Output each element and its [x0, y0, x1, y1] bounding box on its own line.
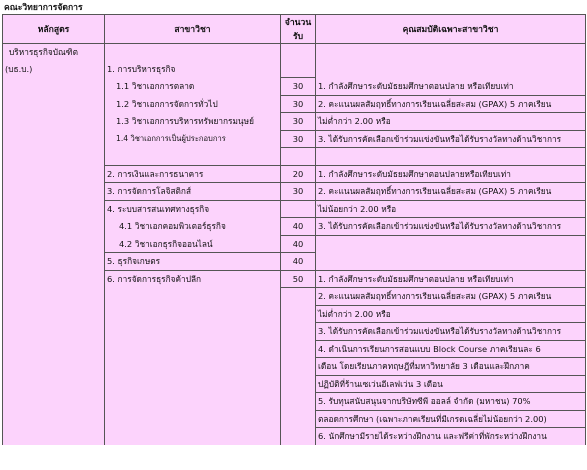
- table-row: [3, 410, 586, 428]
- table-row: [3, 235, 586, 253]
- table-row: [3, 113, 586, 131]
- major-label: 1. การบริหารธุรกิจ: [105, 61, 281, 78]
- table-row: [3, 148, 586, 166]
- major-label: 5. ธุรกิจเกษตร: [105, 253, 281, 271]
- table-row: [3, 253, 586, 271]
- qualification-text: 3. ได้รับการคัดเลือกเข้าร่วมแข่งขันหรือได้รับรางวัลทางด้านวิชาการ: [316, 218, 586, 236]
- admission-table: [2, 14, 586, 445]
- major-label: 4. ระบบสารสนเทศทางธุรกิจ: [105, 200, 281, 218]
- major-label: 4.1 วิชาเอกคอมพิวเตอร์ธุรกิจ: [105, 218, 281, 236]
- table-row: [3, 61, 586, 78]
- qualification-text: 5. รับทุนสนับสนุนจากบริษัทซีพี ออลล์ จำกัด (มหาชน) 70%: [316, 393, 586, 411]
- qualification-text: เดือน โดยเรียนภาคทฤษฎีที่มหาวิทยาลัย 3 เดือนและฝึกภาค: [316, 358, 586, 376]
- qualification-text: ปฏิบัติที่ร้านเซเว่นอีเลฟเว่น 3 เดือน: [316, 375, 586, 393]
- header-quota: จำนวนรับ: [281, 15, 316, 44]
- qualification-text: ไม่ต่ำกว่า 2.00 หรือ: [316, 305, 586, 323]
- table-row: [3, 288, 586, 306]
- table-row: [3, 218, 586, 236]
- major-label: 1.1 วิชาเอกการตลาด: [105, 78, 281, 96]
- qualification-text: 6. นักศึกษามีรายได้ระหว่างฝึกงาน และฟรีค่าที่พักระหว่างฝึกงาน: [316, 428, 586, 445]
- qualification-text: 3. ได้รับการคัดเลือกเข้าร่วมแข่งขันหรือได้รับรางวัลทางด้านวิชาการ: [316, 130, 586, 148]
- major-label: 1.3 วิชาเอกการบริหารทรัพยากรมนุษย์: [105, 113, 281, 131]
- program-name: บริหารธุรกิจบัณฑิต: [3, 44, 105, 61]
- qualification-text: 1. กำลังศึกษาระดับมัธยมศึกษาตอนปลาย หรือเทียบเท่า: [316, 78, 586, 96]
- major-label: 1.4 วิชาเอกการเป็นผู้ประกอบการ: [105, 130, 281, 148]
- quota-value: 30: [281, 78, 316, 96]
- major-label: 3. การจัดการโลจิสติกส์: [105, 183, 281, 201]
- qualification-text: 4. ดำเนินการเรียนการสอนแบบ Block Course ภาคเรียนละ 6: [316, 340, 586, 358]
- table-row: [3, 358, 586, 376]
- table-row: [3, 165, 586, 183]
- qualification-text: 1. กำลังศึกษาระดับมัธยมศึกษาตอนปลายหรือเทียบเท่า: [316, 165, 586, 183]
- table-row: [3, 393, 586, 411]
- qualification-text: ไม่ต่ำกว่า 2.00 หรือ: [316, 113, 586, 131]
- major-label: 1.2 วิชาเอกการจัดการทั่วไป: [105, 95, 281, 113]
- header-program: หลักสูตร: [3, 15, 105, 44]
- qualification-text: ตลอดการศึกษา (เฉพาะภาคเรียนที่มีเกรดเฉลี่ยไม่น้อยกว่า 2.00): [316, 410, 586, 428]
- table-row: [3, 305, 586, 323]
- qualification-text: 2. คะแนนผลสัมฤทธิ์ทางการเรียนเฉลี่ยสะสม (GPAX) 5 ภาคเรียน: [316, 95, 586, 113]
- quota-value: 30: [281, 113, 316, 131]
- quota-value: 40: [281, 235, 316, 253]
- quota-value: 40: [281, 218, 316, 236]
- quota-value: 50: [281, 270, 316, 288]
- qualification-text: 1. กำลังศึกษาระดับมัธยมศึกษาตอนปลาย หรือเทียบเท่า: [316, 270, 586, 288]
- quota-value: 20: [281, 165, 316, 183]
- header-qualification: คุณสมบัติเฉพาะสาขาวิชา: [316, 15, 586, 44]
- table-header-row: [3, 15, 586, 44]
- table-row: [3, 95, 586, 113]
- table-row: [3, 270, 586, 288]
- qualification-text: ไม่น้อยกว่า 2.00 หรือ: [316, 200, 586, 218]
- major-label: 2. การเงินและการธนาคาร: [105, 165, 281, 183]
- table-row: [3, 44, 586, 61]
- table-row: [3, 183, 586, 201]
- table-row: [3, 200, 586, 218]
- qualification-text: 2. คะแนนผลสัมฤทธิ์ทางการเรียนเฉลี่ยสะสม (GPAX) 5 ภาคเรียน: [316, 288, 586, 306]
- quota-value: 40: [281, 253, 316, 271]
- header-major: สาขาวิชา: [105, 15, 281, 44]
- major-label: 4.2 วิชาเอกธุรกิจออนไลน์: [105, 235, 281, 253]
- major-label: 6. การจัดการธุรกิจค้าปลีก: [105, 270, 281, 288]
- table-row: [3, 428, 586, 445]
- table-row: [3, 130, 586, 148]
- qualification-text: 2. คะแนนผลสัมฤทธิ์ทางการเรียนเฉลี่ยสะสม (GPAX) 5 ภาคเรียน: [316, 183, 586, 201]
- faculty-title: คณะวิทยาการจัดการ: [4, 3, 83, 13]
- qualification-text: 3. ได้รับการคัดเลือกเข้าร่วมแข่งขันหรือได้รับรางวัลทางด้านวิชาการ: [316, 323, 586, 341]
- table-row: [3, 78, 586, 96]
- quota-value: 30: [281, 130, 316, 148]
- table-row: [3, 323, 586, 341]
- program-abbr: (บธ.บ.): [3, 61, 105, 78]
- table-row: [3, 375, 586, 393]
- quota-value: 30: [281, 183, 316, 201]
- table-row: [3, 340, 586, 358]
- quota-value: 30: [281, 95, 316, 113]
